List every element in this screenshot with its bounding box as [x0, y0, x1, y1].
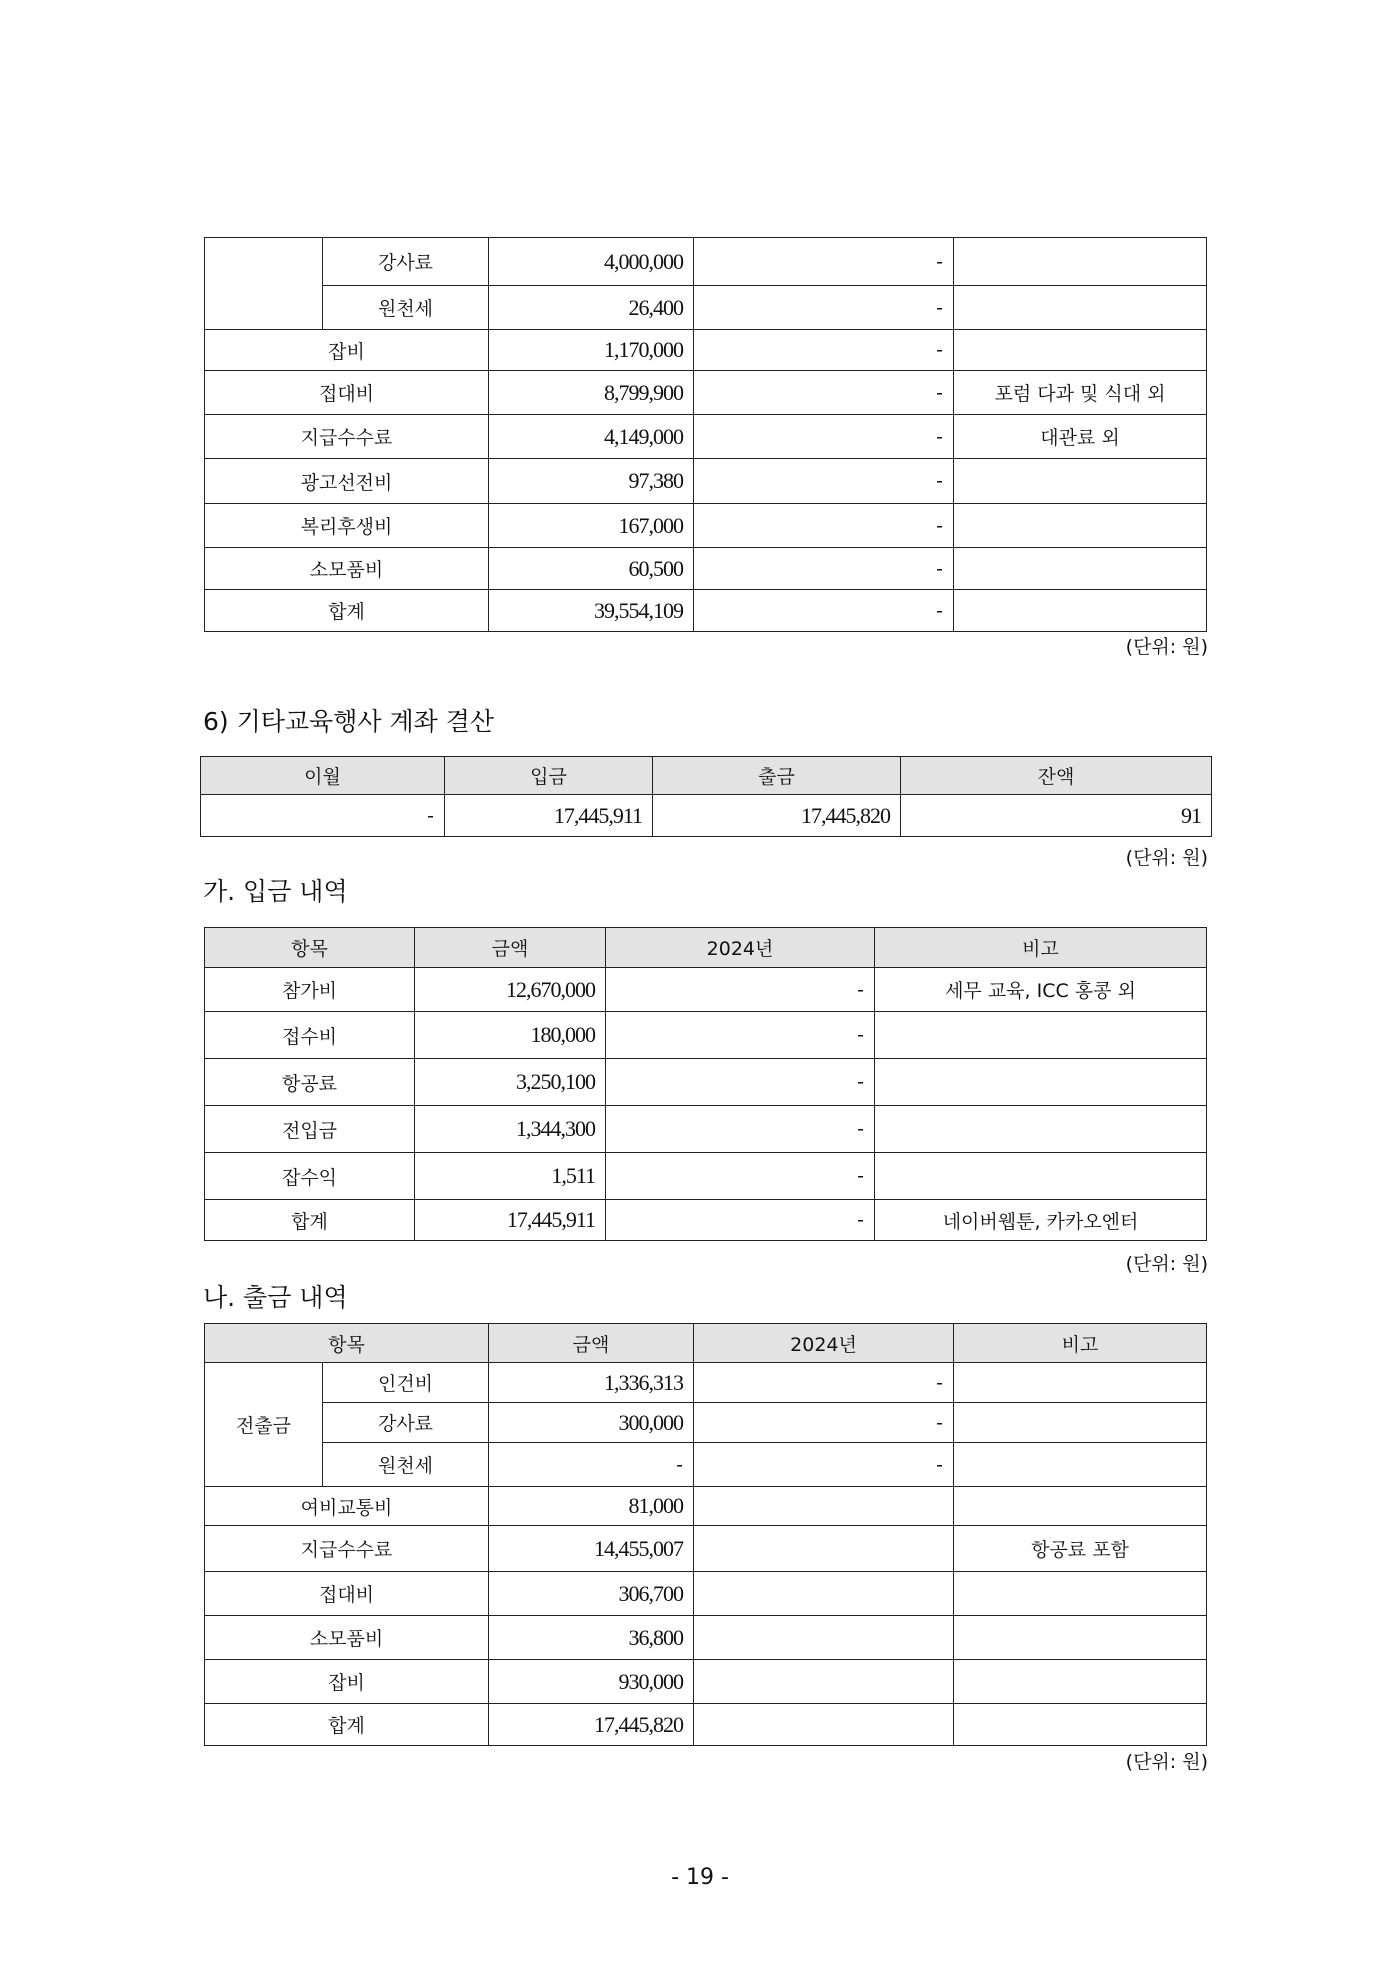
header-cell: 항목	[205, 928, 415, 968]
table-row	[205, 1363, 1207, 1403]
unit-label: (단위: 원)	[1125, 636, 1208, 658]
header-cell: 금액	[415, 928, 606, 968]
sub-item-cell: 강사료	[323, 1403, 489, 1443]
item-cell: 지급수수료	[205, 1526, 489, 1572]
year-cell	[694, 1660, 954, 1704]
table-row	[201, 795, 1212, 837]
year-cell: -	[694, 415, 954, 459]
year-cell	[694, 1526, 954, 1572]
year-cell: -	[694, 371, 954, 415]
amount-cell: 8,799,900	[489, 371, 694, 415]
section-heading: 6) 기타교육행사 계좌 결산	[203, 707, 495, 736]
year-cell	[694, 1572, 954, 1616]
table-row	[205, 238, 1207, 286]
table-header-row	[201, 757, 1212, 795]
table-row	[205, 1704, 1207, 1746]
note-cell: 포럼 다과 및 식대 외	[954, 371, 1207, 415]
item-cell: 광고선전비	[205, 459, 489, 504]
header-cell: 2024년	[606, 928, 875, 968]
table-row	[205, 1443, 1207, 1487]
year-cell: -	[694, 330, 954, 371]
table-row	[205, 548, 1207, 590]
note-cell	[875, 1012, 1207, 1059]
note-cell	[954, 1443, 1207, 1487]
amount-cell: 12,670,000	[415, 968, 606, 1012]
unit-label: (단위: 원)	[1125, 1253, 1208, 1275]
year-cell: -	[606, 1059, 875, 1106]
amount-cell: 97,380	[489, 459, 694, 504]
amount-cell: 60,500	[489, 548, 694, 590]
table-row	[205, 371, 1207, 415]
table-row	[205, 1660, 1207, 1704]
note-cell	[954, 1403, 1207, 1443]
header-cell: 2024년	[694, 1324, 954, 1363]
year-cell: -	[606, 1200, 875, 1241]
amount-cell: 36,800	[489, 1616, 694, 1660]
note-cell	[875, 1153, 1207, 1200]
item-cell: 소모품비	[205, 548, 489, 590]
amount-cell: 1,336,313	[489, 1363, 694, 1403]
table-row	[205, 1403, 1207, 1443]
item-cell: 잡수익	[205, 1153, 415, 1200]
note-cell: 대관료 외	[954, 415, 1207, 459]
item-cell: 지급수수료	[205, 415, 489, 459]
note-cell	[954, 504, 1207, 548]
table-row	[205, 1106, 1207, 1153]
amount-cell: 3,250,100	[415, 1059, 606, 1106]
year-cell	[694, 1704, 954, 1746]
sub-item-cell: 원천세	[323, 286, 489, 330]
group-cell: 전출금	[205, 1363, 323, 1487]
item-cell: 접대비	[205, 1572, 489, 1616]
header-cell: 이월	[201, 757, 445, 795]
note-cell	[954, 1660, 1207, 1704]
item-cell: 합계	[205, 590, 489, 632]
year-cell: -	[606, 1153, 875, 1200]
table-row	[205, 1526, 1207, 1572]
item-cell: 복리후생비	[205, 504, 489, 548]
note-cell	[954, 590, 1207, 632]
year-cell: -	[694, 1403, 954, 1443]
item-cell: 전입금	[205, 1106, 415, 1153]
note-cell	[875, 1106, 1207, 1153]
header-cell: 금액	[489, 1324, 694, 1363]
note-cell	[954, 238, 1207, 286]
unit-label: (단위: 원)	[1125, 1751, 1208, 1773]
header-cell: 출금	[653, 757, 901, 795]
item-cell: 항공료	[205, 1059, 415, 1106]
unit-label: (단위: 원)	[1125, 847, 1208, 869]
year-cell: -	[694, 1363, 954, 1403]
year-cell: -	[694, 286, 954, 330]
table-row	[205, 504, 1207, 548]
note-cell	[954, 1616, 1207, 1660]
amount-cell: 180,000	[415, 1012, 606, 1059]
amount-cell: 17,445,911	[415, 1200, 606, 1241]
header-cell: 비고	[875, 928, 1207, 968]
amount-cell: 4,149,000	[489, 415, 694, 459]
deposit-cell: 17,445,911	[445, 795, 653, 837]
amount-cell: 14,455,007	[489, 1526, 694, 1572]
table-row	[205, 330, 1207, 371]
sub-item-cell: 인건비	[323, 1363, 489, 1403]
note-cell: 항공료 포함	[954, 1526, 1207, 1572]
amount-cell: 1,170,000	[489, 330, 694, 371]
amount-cell: 300,000	[489, 1403, 694, 1443]
item-cell: 잡비	[205, 330, 489, 371]
year-cell	[694, 1487, 954, 1526]
table-row	[205, 968, 1207, 1012]
table-row	[205, 1153, 1207, 1200]
amount-cell: 167,000	[489, 504, 694, 548]
note-cell	[954, 1363, 1207, 1403]
table-row	[205, 1572, 1207, 1616]
carryover-cell: -	[201, 795, 445, 837]
header-cell: 입금	[445, 757, 653, 795]
header-cell: 잔액	[901, 757, 1212, 795]
amount-cell: 81,000	[489, 1487, 694, 1526]
amount-cell: 1,511	[415, 1153, 606, 1200]
note-cell	[954, 330, 1207, 371]
amount-cell: 306,700	[489, 1572, 694, 1616]
year-cell: -	[694, 1443, 954, 1487]
table-row	[205, 459, 1207, 504]
table-row	[205, 590, 1207, 632]
section-heading: 가. 입금 내역	[203, 877, 348, 906]
withdrawal-cell: 17,445,820	[653, 795, 901, 837]
item-cell: 잡비	[205, 1660, 489, 1704]
expense-table	[204, 1323, 1207, 1746]
table-header-row	[205, 928, 1207, 968]
expense-table-continued	[204, 237, 1207, 632]
year-cell: -	[694, 590, 954, 632]
sub-item-cell: 원천세	[323, 1443, 489, 1487]
item-cell: 접대비	[205, 371, 489, 415]
year-cell: -	[606, 1106, 875, 1153]
item-cell: 소모품비	[205, 1616, 489, 1660]
table-row	[205, 415, 1207, 459]
year-cell: -	[694, 548, 954, 590]
table-row	[205, 286, 1207, 330]
page-number: - 19 -	[671, 1865, 729, 1890]
header-cell: 비고	[954, 1324, 1207, 1363]
amount-cell: 1,344,300	[415, 1106, 606, 1153]
item-cell: 접수비	[205, 1012, 415, 1059]
note-cell	[954, 1487, 1207, 1526]
table-row	[205, 1487, 1207, 1526]
amount-cell: 4,000,000	[489, 238, 694, 286]
note-cell	[954, 548, 1207, 590]
amount-cell: 39,554,109	[489, 590, 694, 632]
year-cell: -	[606, 1012, 875, 1059]
table-header-row	[205, 1324, 1207, 1363]
group-cell	[205, 238, 323, 330]
year-cell: -	[694, 459, 954, 504]
section-heading: 나. 출금 내역	[203, 1283, 348, 1312]
table-row	[205, 1616, 1207, 1660]
amount-cell: -	[489, 1443, 694, 1487]
sub-item-cell: 강사료	[323, 238, 489, 286]
item-cell: 참가비	[205, 968, 415, 1012]
year-cell: -	[606, 968, 875, 1012]
note-cell: 네이버웹툰, 카카오엔터	[875, 1200, 1207, 1241]
item-cell: 합계	[205, 1200, 415, 1241]
item-cell: 합계	[205, 1704, 489, 1746]
note-cell	[954, 459, 1207, 504]
note-cell	[954, 1704, 1207, 1746]
year-cell: -	[694, 504, 954, 548]
account-summary-table	[200, 756, 1212, 837]
note-cell	[875, 1059, 1207, 1106]
amount-cell: 17,445,820	[489, 1704, 694, 1746]
item-cell: 여비교통비	[205, 1487, 489, 1526]
income-table	[204, 927, 1207, 1241]
note-cell	[954, 286, 1207, 330]
amount-cell: 26,400	[489, 286, 694, 330]
table-row	[205, 1012, 1207, 1059]
header-cell: 항목	[205, 1324, 489, 1363]
table-row	[205, 1200, 1207, 1241]
year-cell	[694, 1616, 954, 1660]
year-cell: -	[694, 238, 954, 286]
note-cell	[954, 1572, 1207, 1616]
amount-cell: 930,000	[489, 1660, 694, 1704]
note-cell: 세무 교육, ICC 홍콩 외	[875, 968, 1207, 1012]
balance-cell: 91	[901, 795, 1212, 837]
table-row	[205, 1059, 1207, 1106]
